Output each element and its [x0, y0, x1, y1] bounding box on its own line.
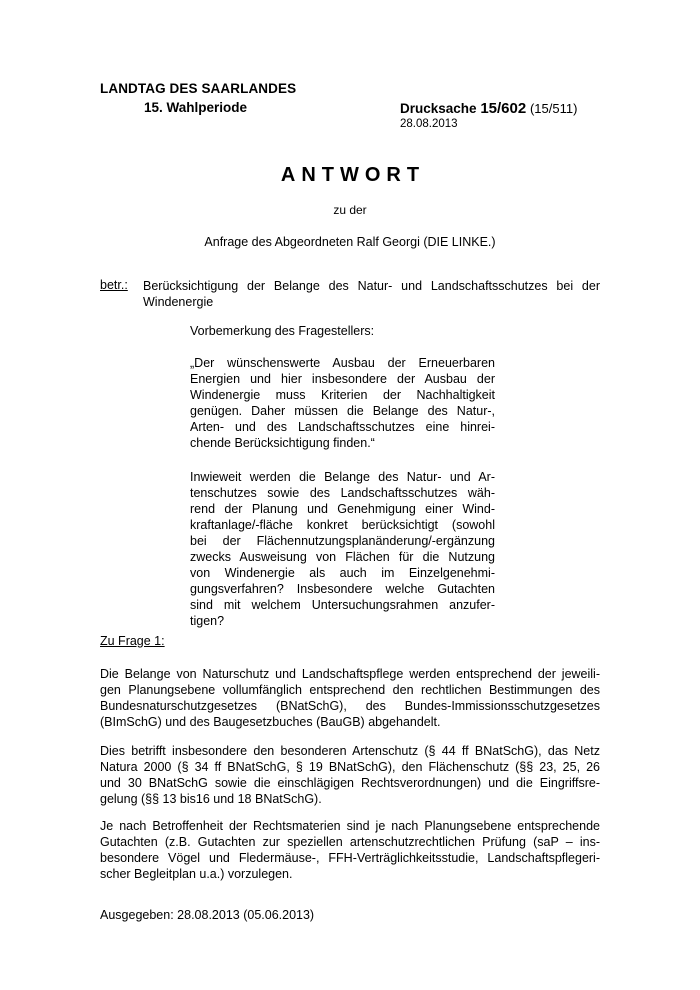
question-line: sind mit welchem Untersuchungsrahmen anzufer-: [190, 598, 495, 612]
subtitle: zu der: [333, 203, 367, 217]
question-line: gungsverfahren? Insbesondere welche Gutachten: [190, 582, 495, 596]
document-date: 28.08.2013: [400, 118, 458, 130]
paragraph-line: Dies betrifft insbesondere den besonderen Artenschutz (§ 44 ff BNatSchG), das Netz: [100, 744, 600, 758]
paragraph-line: Gutachten (z.B. Gutachten zur speziellen artenschutzrechtlichen Prüfung (saP – ins-: [100, 835, 600, 849]
question-line: von Windenergie als auch im Einzelgenehmi-: [190, 566, 495, 580]
paragraph-line: Je nach Betroffenheit der Rechtsmaterien sind je nach Planungsebene entsprechende: [100, 819, 600, 833]
subject-line: Windenergie: [143, 295, 214, 309]
subject-text: [143, 278, 600, 310]
paragraph-line: (BImSchG) und des Baugesetzbuches (BauGB) abgehandelt.: [100, 715, 441, 729]
answer-paragraph-2: [100, 743, 600, 807]
quote-line: chende Berücksichtigung finden.“: [190, 436, 375, 450]
legislative-period: 15. Wahlperiode: [144, 100, 248, 115]
quote-line: Energien und hier insbesondere der Ausbau der: [190, 372, 495, 386]
quote-line: Arten- und des Landschaftsschutzes eine hinrei-: [190, 420, 495, 434]
doc-label: Drucksache: [400, 101, 477, 116]
inquiry-line: Anfrage des Abgeordneten Ralf Georgi (DIE LINKE.): [204, 235, 496, 249]
question-line: tenschutzes sowie des Landschaftsschutzes wäh-: [190, 486, 495, 500]
page-title: ANTWORT: [280, 164, 426, 186]
preliminary-title: Vorbemerkung des Fragestellers:: [190, 324, 375, 338]
preliminary-quote: [190, 355, 495, 451]
question-line: rend der Planung und Genehmigung einer Wind-: [190, 502, 495, 516]
institution-name: LANDTAG DES SAARLANDES: [100, 81, 297, 96]
quote-line: Windenergie muss Kriterien der Nachhaltigkeit: [190, 388, 495, 402]
paragraph-line: besondere Vögel und Fledermäuse-, FFH-Verträglichkeitsstudie, Landschaftspflegeri-: [100, 851, 600, 865]
issued-label: Ausgegeben:: [100, 908, 174, 922]
answer-paragraph-1: [100, 666, 600, 730]
paragraph-line: und 30 BNatSchG sowie die einschlägigen Rechtsverordnungen) und die Eingriffsre-: [100, 776, 600, 790]
subject-line: Berücksichtigung der Belange des Natur- und Landschaftsschutzes bei der: [143, 279, 600, 293]
document-number: [400, 100, 577, 117]
paragraph-line: scher Begleitplan u.a.) vorzulegen.: [100, 867, 293, 881]
subject-label: betr.:: [100, 278, 128, 292]
paragraph-line: gelung (§§ 13 bis16 und 18 BNatSchG).: [100, 792, 322, 806]
paragraph-line: Natura 2000 (§ 34 ff BNatSchG, § 19 BNatSchG), den Flächenschutz (§§ 23, 25, 26: [100, 760, 600, 774]
paragraph-line: Die Belange von Naturschutz und Landschaftspflege werden entsprechend der jeweili-: [100, 667, 600, 681]
issued-date: 28.08.2013 (05.06.2013): [177, 908, 315, 922]
question-text: [190, 469, 495, 629]
question-line: bei der Flächennutzungsplanänderung/-ergänzung: [190, 534, 495, 548]
paragraph-line: gen Planungsebene vollumfänglich entsprechend den rechtlichen Bestimmungen des: [100, 683, 600, 697]
doc-number-old: (15/511): [529, 101, 578, 116]
issued-line: [100, 908, 314, 922]
question-line: tigen?: [190, 614, 225, 628]
paragraph-line: Bundesnaturschutzgesetzes (BNatSchG), des Bundes-Immissionsschutzgesetzes: [100, 699, 600, 713]
quote-line: „Der wünschenswerte Ausbau der Erneuerbaren: [190, 356, 495, 370]
question-line: zwecks Ausweisung von Flächen für die Nutzung: [190, 550, 495, 564]
answer-heading: Zu Frage 1:: [100, 634, 165, 648]
answer-paragraph-3: [100, 818, 600, 882]
question-line: kraftanlage/-fläche konkret berücksichtigt (sowohl: [190, 518, 495, 532]
quote-line: genügen. Daher müssen die Belange des Natur-,: [190, 404, 495, 418]
question-line: Inwieweit werden die Belange des Natur- und Ar-: [190, 470, 495, 484]
doc-number: 15/602: [480, 100, 527, 117]
